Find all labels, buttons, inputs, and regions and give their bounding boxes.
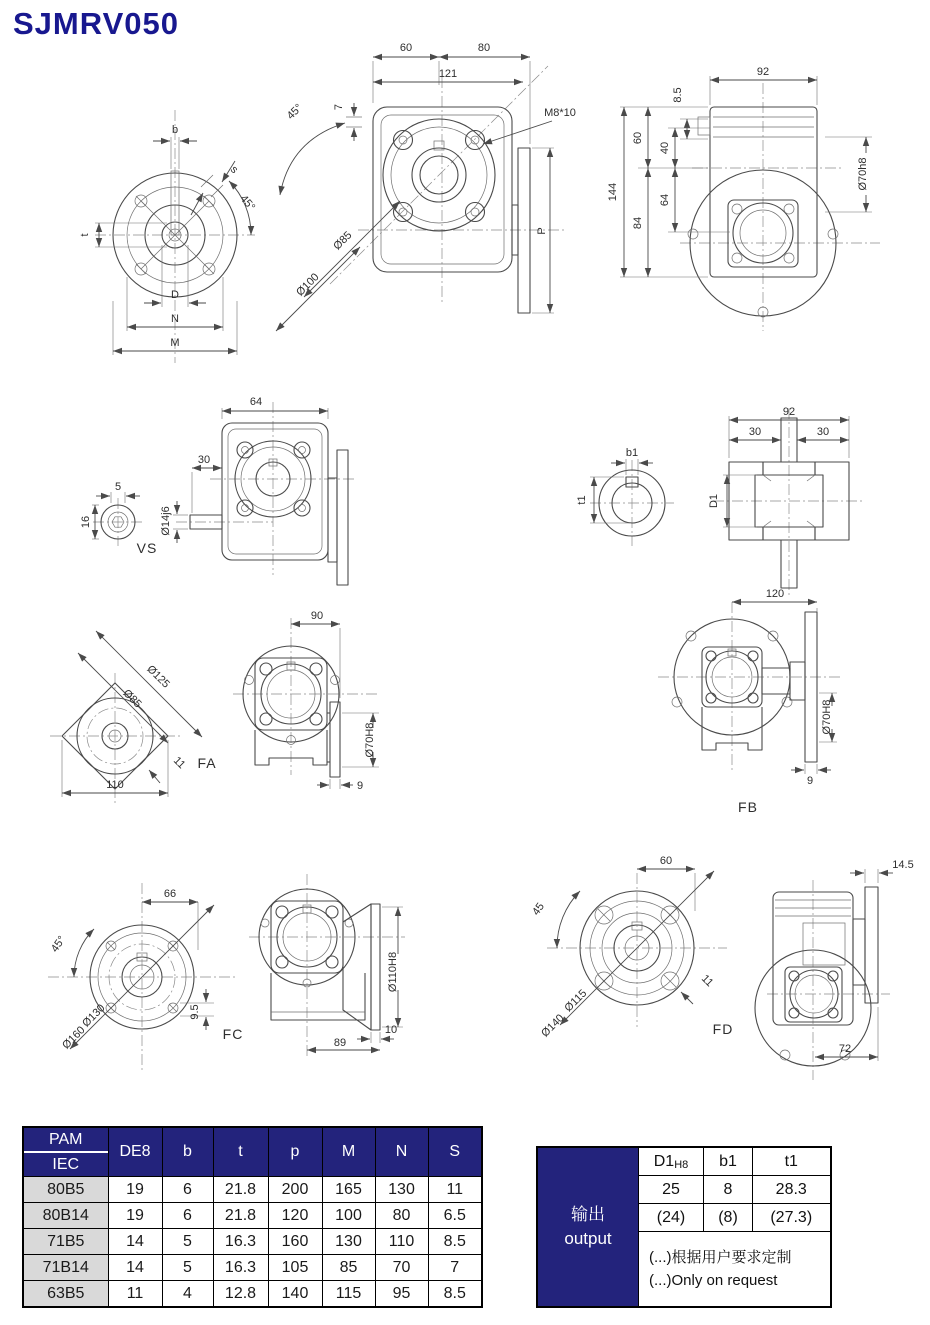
dim-label: Ø85 — [331, 229, 355, 253]
table-row — [23, 1281, 482, 1308]
view-gearbox-front — [276, 42, 576, 331]
cell: 105 — [268, 1255, 322, 1281]
pam-iec-corner-cell — [23, 1127, 108, 1177]
dim-label: Ø130 — [80, 1002, 108, 1030]
dim-label: 9 — [356, 780, 364, 792]
dim-label: 9 — [806, 775, 814, 787]
dim-label: 30 — [748, 426, 762, 438]
cell: 19 — [108, 1203, 162, 1229]
dim-label: t1 — [576, 495, 588, 505]
cell: 80 — [375, 1203, 428, 1229]
column-header-de8: DE8 — [108, 1127, 162, 1177]
view-fc-gearbox — [249, 874, 405, 1056]
view-label-fb: FB — [738, 799, 758, 815]
column-header-m: M — [322, 1127, 375, 1177]
dim-label: 89 — [333, 1037, 347, 1049]
dim-label: 90 — [310, 610, 324, 622]
column-header-b: b — [162, 1127, 213, 1177]
cell: 6 — [162, 1203, 213, 1229]
note-cn: (...)根据用户要求定制 — [649, 1249, 792, 1266]
dim-label: Ø70H8 — [364, 722, 376, 758]
dim-label: 144 — [607, 182, 619, 202]
pam-label: PAM — [24, 1128, 108, 1153]
table-row — [23, 1255, 482, 1281]
output-side-cell — [537, 1147, 639, 1307]
cell: 8.5 — [428, 1281, 482, 1308]
view-output-section — [708, 406, 865, 598]
view-label-vs: VS — [136, 540, 158, 556]
dim-label: 120 — [765, 588, 785, 600]
view-fa-flange-face — [50, 631, 217, 803]
row-name: 80B5 — [23, 1177, 108, 1203]
column-header-b1: b1 — [704, 1147, 753, 1176]
view-vs-shaft-end — [80, 481, 157, 556]
cell: 14 — [108, 1229, 162, 1255]
row-name: 71B14 — [23, 1255, 108, 1281]
cell: 130 — [322, 1229, 375, 1255]
dim-label: 7 — [333, 103, 345, 111]
dim-label: 11 — [698, 972, 716, 990]
dim-label: 30 — [816, 426, 830, 438]
column-header-d1h8: D1H8 — [639, 1147, 704, 1176]
column-header-s: S — [428, 1127, 482, 1177]
cell: 25 — [639, 1176, 704, 1204]
dim-label: Ø125 — [144, 663, 172, 691]
output-table — [536, 1146, 832, 1308]
cell: 110 — [375, 1229, 428, 1255]
cell: 4 — [162, 1281, 213, 1308]
view-b5-flange-face — [79, 110, 257, 363]
column-header-p: p — [268, 1127, 322, 1177]
column-header-t: t — [213, 1127, 268, 1177]
dim-label: 60 — [659, 855, 673, 867]
dim-label: 66 — [163, 888, 177, 900]
dim-label: D1 — [708, 493, 720, 509]
dim-label: 92 — [756, 66, 770, 78]
cell: 21.8 — [213, 1177, 268, 1203]
dim-label: 60 — [399, 42, 413, 54]
view-fd-gearbox — [755, 859, 914, 1080]
dim-label: Ø110H8 — [387, 951, 399, 993]
dim-label: Ø70h8 — [857, 157, 869, 191]
view-label-fd: FD — [712, 1021, 734, 1037]
dim-label: 72 — [838, 1043, 852, 1055]
dim-label: Ø115 — [562, 987, 590, 1015]
dim-label: 80 — [477, 42, 491, 54]
view-fa-gearbox — [233, 610, 380, 792]
cell: 160 — [268, 1229, 322, 1255]
dim-label: 45° — [237, 192, 258, 214]
dim-label: 110 — [106, 779, 124, 791]
table-row — [23, 1177, 482, 1203]
cell: 115 — [322, 1281, 375, 1308]
dim-label: 14.5 — [892, 859, 914, 871]
view-gearbox-side — [607, 66, 880, 331]
page-title: SJMRV050 — [13, 6, 179, 41]
cell: 14 — [108, 1255, 162, 1281]
dim-label: 16 — [80, 515, 92, 529]
cell: 28.3 — [753, 1176, 831, 1204]
dim-label: 9.5 — [189, 1004, 201, 1020]
column-header-n: N — [375, 1127, 428, 1177]
dim-label: 64 — [659, 193, 671, 207]
column-header-t1: t1 — [753, 1147, 831, 1176]
view-label-fa: FA — [197, 755, 217, 771]
row-name: 80B14 — [23, 1203, 108, 1229]
cell: 100 — [322, 1203, 375, 1229]
view-fc-flange-face — [48, 883, 243, 1071]
cell: 95 — [375, 1281, 428, 1308]
cell: 8 — [704, 1176, 753, 1204]
dim-label: 30 — [197, 454, 211, 466]
dim-label: Ø85 — [120, 687, 144, 711]
cell: 11 — [108, 1281, 162, 1308]
view-vs-gearbox — [160, 396, 356, 585]
table-row — [23, 1203, 482, 1229]
dim-label: 8.5 — [672, 87, 684, 103]
dim-label: Ø160 — [60, 1024, 88, 1052]
dim-label: 45° — [284, 101, 306, 123]
cell: 6.5 — [428, 1203, 482, 1229]
dim-label: N — [171, 313, 179, 325]
cell: 11 — [428, 1177, 482, 1203]
cell: 165 — [322, 1177, 375, 1203]
cell: (27.3) — [753, 1204, 831, 1232]
iec-label: IEC — [52, 1156, 80, 1173]
dim-label: 84 — [632, 216, 644, 230]
request-note-cell — [639, 1232, 831, 1308]
view-fd-flange-face — [530, 855, 733, 1040]
cell: 5 — [162, 1255, 213, 1281]
cell: 19 — [108, 1177, 162, 1203]
view-label-fc: FC — [222, 1026, 244, 1042]
row-name: 63B5 — [23, 1281, 108, 1308]
output-label-cn: 输出 — [571, 1205, 605, 1224]
cell: 8.5 — [428, 1229, 482, 1255]
dim-label: P — [536, 227, 548, 235]
note-en: (...)Only on request — [649, 1272, 778, 1289]
cell: 85 — [322, 1255, 375, 1281]
view-fb-gearbox — [658, 588, 840, 815]
pam-iec-table — [22, 1126, 483, 1308]
dim-label: 45 — [530, 900, 547, 918]
dim-label: b1 — [625, 447, 639, 459]
dim-label: 45° — [48, 934, 69, 955]
dim-label: 40 — [659, 141, 671, 155]
dim-label: 121 — [438, 68, 458, 80]
cell: 140 — [268, 1281, 322, 1308]
table-row — [23, 1229, 482, 1255]
dim-label: 64 — [249, 396, 263, 408]
dim-label: b — [171, 124, 179, 136]
dim-label: M — [170, 337, 180, 349]
cell: 5 — [162, 1229, 213, 1255]
dim-label: 10 — [384, 1024, 398, 1036]
dim-label: D — [171, 289, 179, 301]
cell: 130 — [375, 1177, 428, 1203]
cell: 7 — [428, 1255, 482, 1281]
cell: 200 — [268, 1177, 322, 1203]
cell: 6 — [162, 1177, 213, 1203]
row-name: 71B5 — [23, 1229, 108, 1255]
dim-label: Ø100 — [294, 271, 322, 299]
dim-label: s — [227, 163, 241, 177]
dim-label: 92 — [782, 406, 796, 418]
dim-label: t — [79, 233, 91, 237]
cell: 21.8 — [213, 1203, 268, 1229]
dim-label: Ø140 — [539, 1012, 567, 1040]
thread-callout: M8*10 — [544, 107, 576, 119]
cell: (24) — [639, 1204, 704, 1232]
cell: 120 — [268, 1203, 322, 1229]
cell: 70 — [375, 1255, 428, 1281]
dim-label: Ø14j6 — [160, 506, 172, 536]
cell: 16.3 — [213, 1255, 268, 1281]
view-keyway-bore — [576, 447, 674, 546]
cell: (8) — [704, 1204, 753, 1232]
cell: 16.3 — [213, 1229, 268, 1255]
dim-label: 11 — [170, 754, 188, 772]
dim-label: 60 — [632, 131, 644, 145]
dim-label: 5 — [114, 481, 122, 493]
output-label-en: output — [564, 1229, 612, 1248]
cell: 12.8 — [213, 1281, 268, 1308]
dim-label: Ø70H8 — [821, 699, 833, 735]
